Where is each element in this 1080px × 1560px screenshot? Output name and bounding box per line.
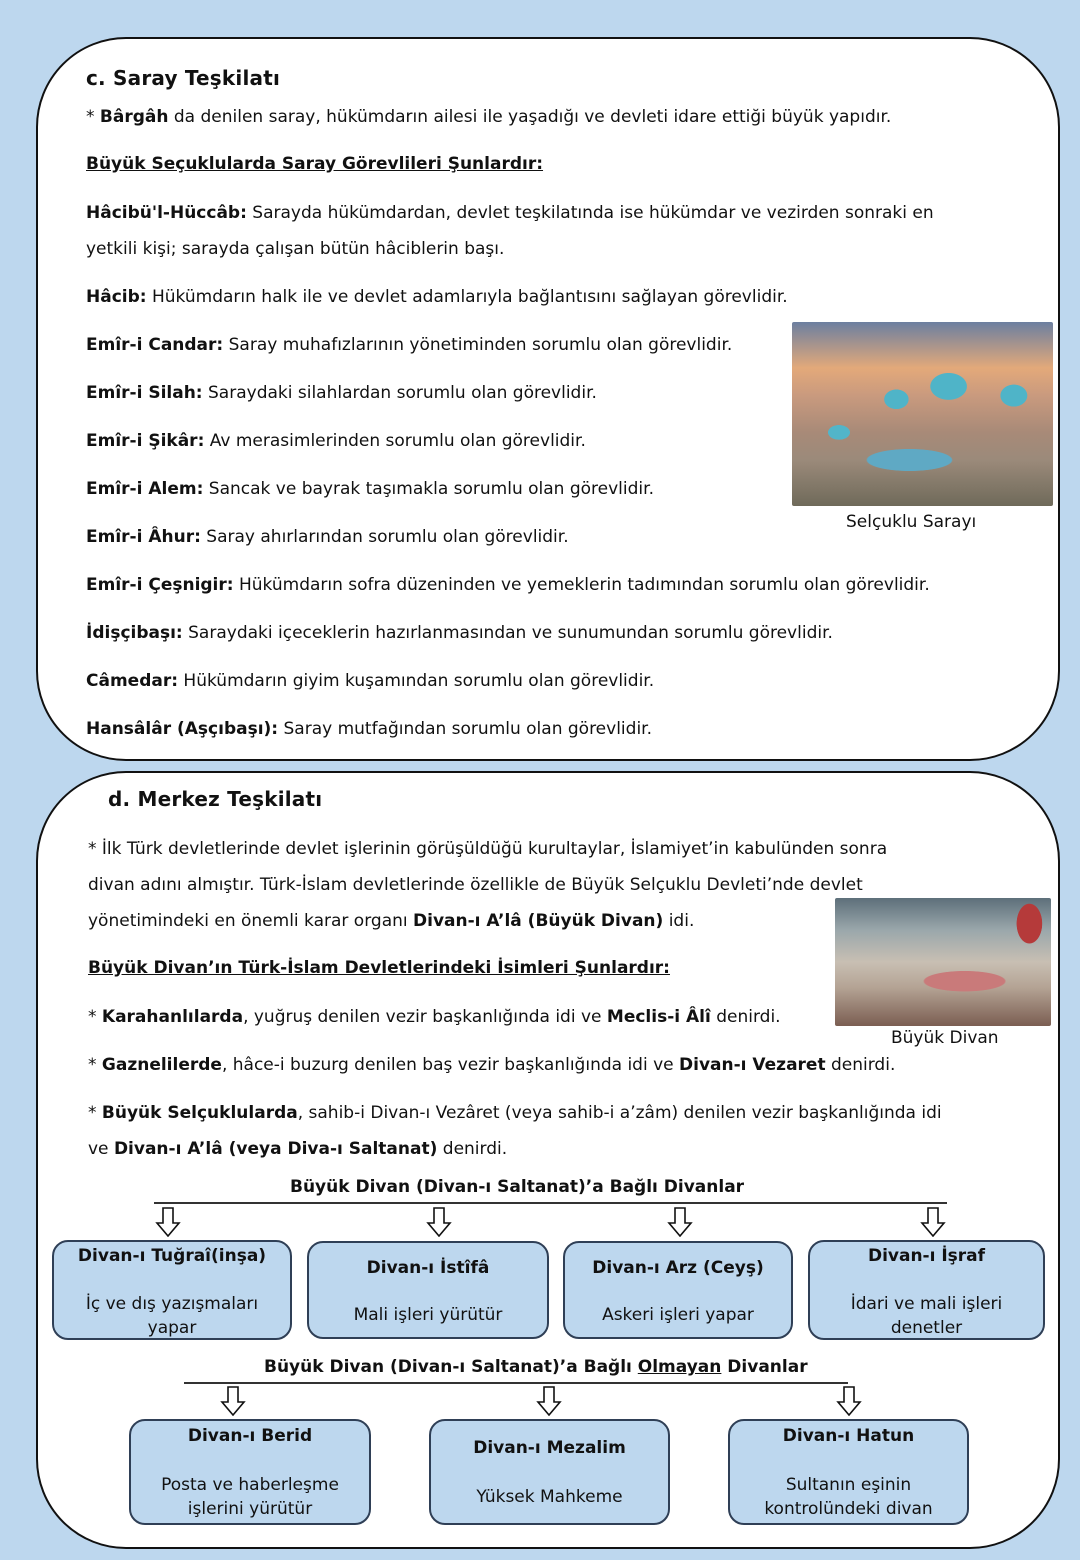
row-text: denirdi.	[825, 1055, 896, 1075]
divan-name-row	[88, 1102, 942, 1124]
official-term: Hâcibü'l-Hüccâb:	[86, 203, 247, 223]
divan-name-row	[88, 1006, 781, 1028]
official-term: İdişçibaşı:	[86, 623, 183, 643]
official-row	[86, 574, 930, 596]
down-arrow-icon	[155, 1207, 181, 1237]
merkez-intro-line: divan adını almıştır. Türk-İslam devletlerinde özellikle de Büyük Selçuklu Devleti’nde devlet	[88, 875, 863, 895]
saray-intro	[86, 106, 891, 128]
intro-text: da denilen saray, hükümdarın ailesi ile yaşadığı ve devleti idare ettiği büyük yapıdır.	[168, 107, 892, 127]
title-emphasis: Olmayan	[637, 1357, 722, 1377]
row-text: , hâce-i buzurg denilen baş vezir başkanlığında idi ve	[221, 1055, 680, 1075]
official-row	[86, 382, 597, 404]
divan-box-istifa	[307, 1241, 549, 1339]
state-name: Gaznelilerde	[101, 1055, 222, 1075]
flow-connector-line	[154, 1202, 947, 1204]
divan-box-title: Divan-ı Mezalim	[473, 1438, 626, 1458]
bagli-olmayan-divanlar-title	[264, 1357, 808, 1377]
official-desc: Saraydaki içeceklerin hazırlanmasından ve sunumundan sorumlu görevlidir.	[182, 623, 833, 643]
row-text: , yuğruş denilen vezir başkanlığında idi ve	[243, 1007, 607, 1027]
official-row	[86, 430, 586, 452]
divan-box-mezalim	[429, 1419, 670, 1525]
official-term: Emîr-i Şikâr:	[86, 431, 205, 451]
palace-image-caption: Selçuklu Sarayı	[846, 512, 977, 532]
state-name: Büyük Selçuklularda	[101, 1103, 298, 1123]
official-desc: Saray mutfağından sorumlu olan görevlidir.	[278, 719, 652, 739]
official-row	[86, 202, 934, 224]
title-text: Divanlar	[721, 1357, 808, 1377]
official-desc: Hükümdarın sofra düzeninden ve yemeklerin tadımından sorumlu olan görevlidir.	[233, 575, 930, 595]
divan-box-title: Divan-ı İşraf	[867, 1246, 986, 1266]
official-term: Emîr-i Silah:	[86, 383, 203, 403]
divan-image-caption: Büyük Divan	[891, 1028, 999, 1048]
official-desc: Hükümdarın giyim kuşamından sorumlu olan görevlidir.	[178, 671, 655, 691]
row-text: denirdi.	[437, 1139, 508, 1159]
down-arrow-icon	[426, 1207, 452, 1237]
divan-name-row-continued	[88, 1138, 507, 1160]
official-desc: Sancak ve bayrak taşımakla sorumlu olan görevlidir.	[203, 479, 654, 499]
term-bargah: Bârgâh	[99, 107, 169, 127]
down-arrow-icon	[836, 1386, 862, 1416]
divan-box-desc: kontrolündeki divan	[764, 1499, 933, 1519]
divan-name: Divan-ı Vezaret	[679, 1055, 826, 1075]
merkez-heading: d. Merkez Teşkilatı	[108, 787, 323, 811]
saray-heading: c. Saray Teşkilatı	[86, 66, 281, 90]
official-row-continued: yetkili kişi; sarayda çalışan bütün hâciblerin başı.	[86, 239, 505, 259]
official-row	[86, 526, 569, 548]
row-text: , sahib-i Divan-ı Vezâret (veya sahib-i a’zâm) denilen vezir başkanlığında idi	[297, 1103, 942, 1123]
divan-box-desc: denetler	[890, 1318, 963, 1338]
merkez-intro-line: * İlk Türk devletlerinde devlet işlerinin görüşüldüğü kurultaylar, İslamiyet’in kabulünden sonra	[88, 839, 888, 859]
official-row	[86, 670, 654, 692]
divan-box-title: Divan-ı Hatun	[782, 1426, 915, 1446]
down-arrow-icon	[220, 1386, 246, 1416]
official-desc: Av merasimlerinden sorumlu olan görevlidir.	[204, 431, 586, 451]
official-desc: Saraydaki silahlardan sorumlu olan görevlidir.	[202, 383, 597, 403]
down-arrow-icon	[920, 1207, 946, 1237]
divan-name: Divan-ı A’lâ (veya Diva-ı Saltanat)	[113, 1139, 438, 1159]
official-term: Emîr-i Çeşnigir:	[86, 575, 234, 595]
official-desc: Saray muhafızlarının yönetiminden sorumlu olan görevlidir.	[223, 335, 733, 355]
official-term: Hâcib:	[86, 287, 147, 307]
official-desc: Hükümdarın halk ile ve devlet adamlarıyla bağlantısını sağlayan görevlidir.	[146, 287, 788, 307]
divan-box-israf	[808, 1240, 1045, 1340]
bullet-star: *	[88, 1055, 102, 1075]
divan-box-title: Divan-ı Arz (Ceyş)	[592, 1258, 764, 1278]
intro-text: idi.	[663, 911, 695, 931]
divan-box-desc: Yüksek Mahkeme	[476, 1487, 623, 1507]
official-term: Emîr-i Âhur:	[86, 527, 201, 547]
divan-box-title: Divan-ı Berid	[187, 1426, 313, 1446]
down-arrow-icon	[667, 1207, 693, 1237]
bagli-divanlar-title: Büyük Divan (Divan-ı Saltanat)’a Bağlı Divanlar	[290, 1177, 745, 1197]
divan-box-desc: Sultanın eşinin	[785, 1475, 912, 1495]
divan-box-hatun	[728, 1419, 969, 1525]
divan-box-arz	[563, 1241, 793, 1339]
saray-subheading: Büyük Seçuklularda Saray Görevlileri Şunlardır:	[86, 154, 544, 174]
divan-box-desc: işlerini yürütür	[187, 1499, 313, 1519]
official-desc: Sarayda hükümdardan, devlet teşkilatında ise hükümdar ve vezirden sonraki en	[246, 203, 934, 223]
bullet-star: *	[86, 107, 100, 127]
official-row	[86, 622, 833, 644]
intro-text: yönetimindeki en önemli karar organı	[88, 911, 414, 931]
divan-box-desc: Mali işleri yürütür	[353, 1305, 503, 1325]
divan-box-title: Divan-ı Tuğraî(inşa)	[77, 1246, 267, 1266]
bullet-star: *	[88, 1007, 102, 1027]
official-row	[86, 718, 652, 740]
divan-name-row	[88, 1054, 895, 1076]
divan-box-tugrai	[52, 1240, 292, 1340]
divan-box-berid	[129, 1419, 371, 1525]
down-arrow-icon	[536, 1386, 562, 1416]
official-row	[86, 334, 732, 356]
divan-box-desc: Posta ve haberleşme	[161, 1475, 339, 1495]
official-term: Emîr-i Alem:	[86, 479, 204, 499]
official-row	[86, 478, 654, 500]
seljuk-palace-image	[792, 322, 1053, 506]
flow-connector-line	[184, 1382, 848, 1384]
official-row	[86, 286, 788, 308]
official-desc: Saray ahırlarından sorumlu olan görevlidir.	[200, 527, 569, 547]
term-divan-i-ala: Divan-ı A’lâ (Büyük Divan)	[413, 911, 664, 931]
divan-box-desc: yapar	[147, 1318, 197, 1338]
merkez-intro-line	[88, 910, 694, 932]
row-text: denirdi.	[710, 1007, 781, 1027]
buyuk-divan-image	[835, 898, 1051, 1026]
title-text: Büyük Divan (Divan-ı Saltanat)’a Bağlı	[264, 1357, 638, 1377]
official-term: Hansâlâr (Aşçıbaşı):	[86, 719, 279, 739]
official-term: Emîr-i Candar:	[86, 335, 224, 355]
divan-name: Meclis-i Âlî	[606, 1007, 711, 1027]
bullet-star: *	[88, 1103, 102, 1123]
official-term: Câmedar:	[86, 671, 179, 691]
row-text: ve	[88, 1139, 114, 1159]
divan-box-desc: İç ve dış yazışmaları	[85, 1294, 259, 1314]
divan-box-desc: Askeri işleri yapar	[602, 1305, 754, 1325]
divan-box-title: Divan-ı İstîfâ	[366, 1258, 490, 1278]
divan-box-desc: İdari ve mali işleri	[850, 1294, 1003, 1314]
state-name: Karahanlılarda	[101, 1007, 244, 1027]
merkez-subheading: Büyük Divan’ın Türk-İslam Devletlerindeki İsimleri Şunlardır:	[88, 958, 670, 978]
